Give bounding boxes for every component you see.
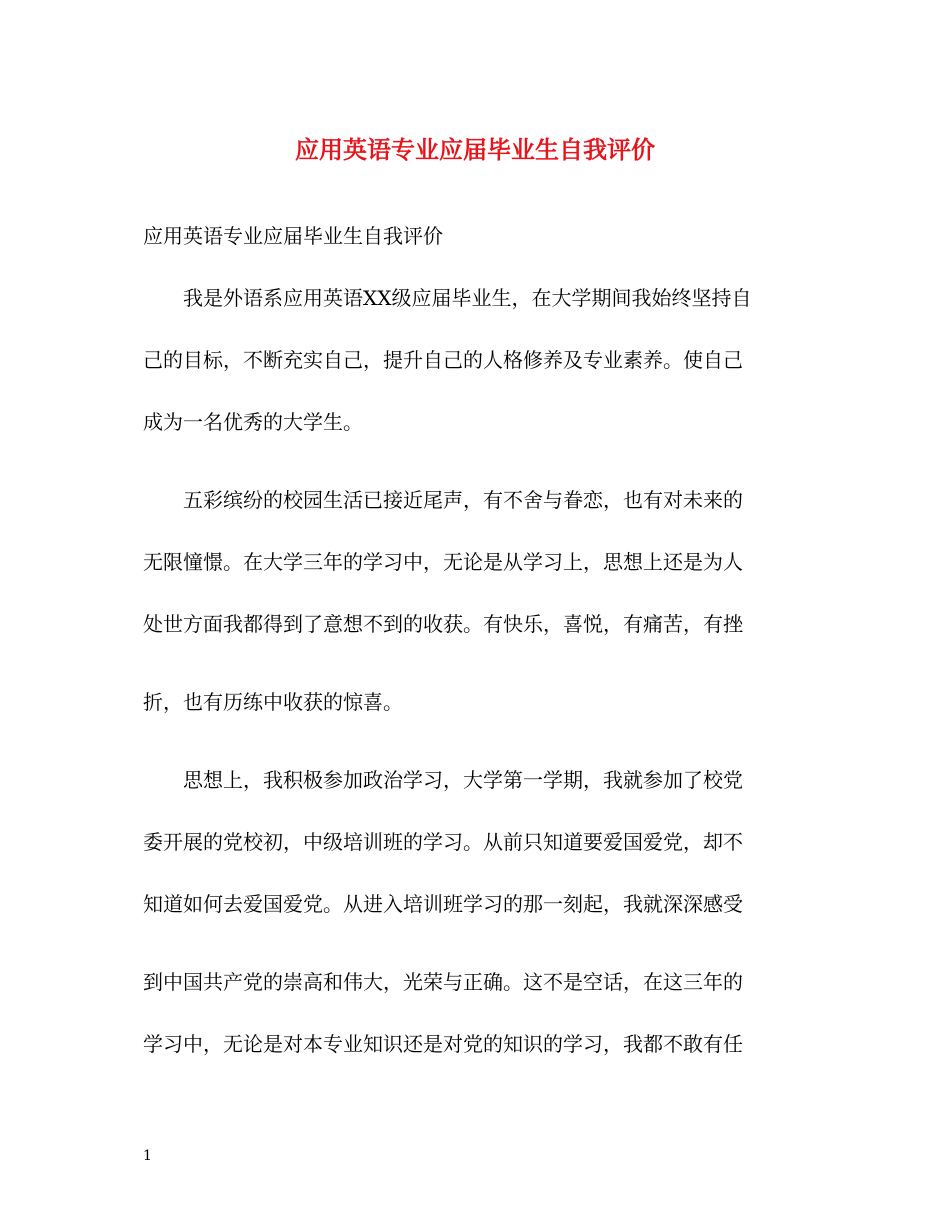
paragraph-2-line-2: 无限憧憬。在大学三年的学习中，无论是从学习上，思想上还是为人	[143, 550, 743, 574]
paragraph-2-line-3: 处世方面我都得到了意想不到的收获。有快乐，喜悦，有痛苦，有挫	[143, 612, 743, 636]
paragraph-1-line-3: 成为一名优秀的大学生。	[143, 410, 363, 434]
document-title: 应用英语专业应届毕业生自我评价	[295, 135, 655, 164]
paragraph-1-line-1: 我是外语系应用英语XX级应届毕业生，在大学期间我始终坚持自	[183, 286, 752, 310]
paragraph-3-line-5: 学习中，无论是对本专业知识还是对党的知识的学习，我都不敢有任	[143, 1032, 743, 1056]
page-number: 1	[143, 1148, 152, 1164]
paragraph-3-line-3: 知道如何去爱国爱党。从进入培训班学习的那一刻起，我就深深感受	[143, 892, 743, 916]
paragraph-1-line-2: 己的目标，不断充实自己，提升自己的人格修养及专业素养。使自己	[143, 348, 743, 372]
paragraph-2-line-4: 折，也有历练中收获的惊喜。	[143, 690, 403, 714]
paragraph-3-line-2: 委开展的党校初，中级培训班的学习。从前只知道要爱国爱党，却不	[143, 830, 743, 854]
paragraph-2-line-1: 五彩缤纷的校园生活已接近尾声，有不舍与眷恋，也有对未来的	[183, 488, 743, 512]
paragraph-3-line-4: 到中国共产党的崇高和伟大，光荣与正确。这不是空话，在这三年的	[143, 970, 743, 994]
paragraph-3-line-1: 思想上，我积极参加政治学习，大学第一学期，我就参加了校党	[183, 768, 743, 792]
document-subtitle: 应用英语专业应届毕业生自我评价	[143, 224, 443, 248]
